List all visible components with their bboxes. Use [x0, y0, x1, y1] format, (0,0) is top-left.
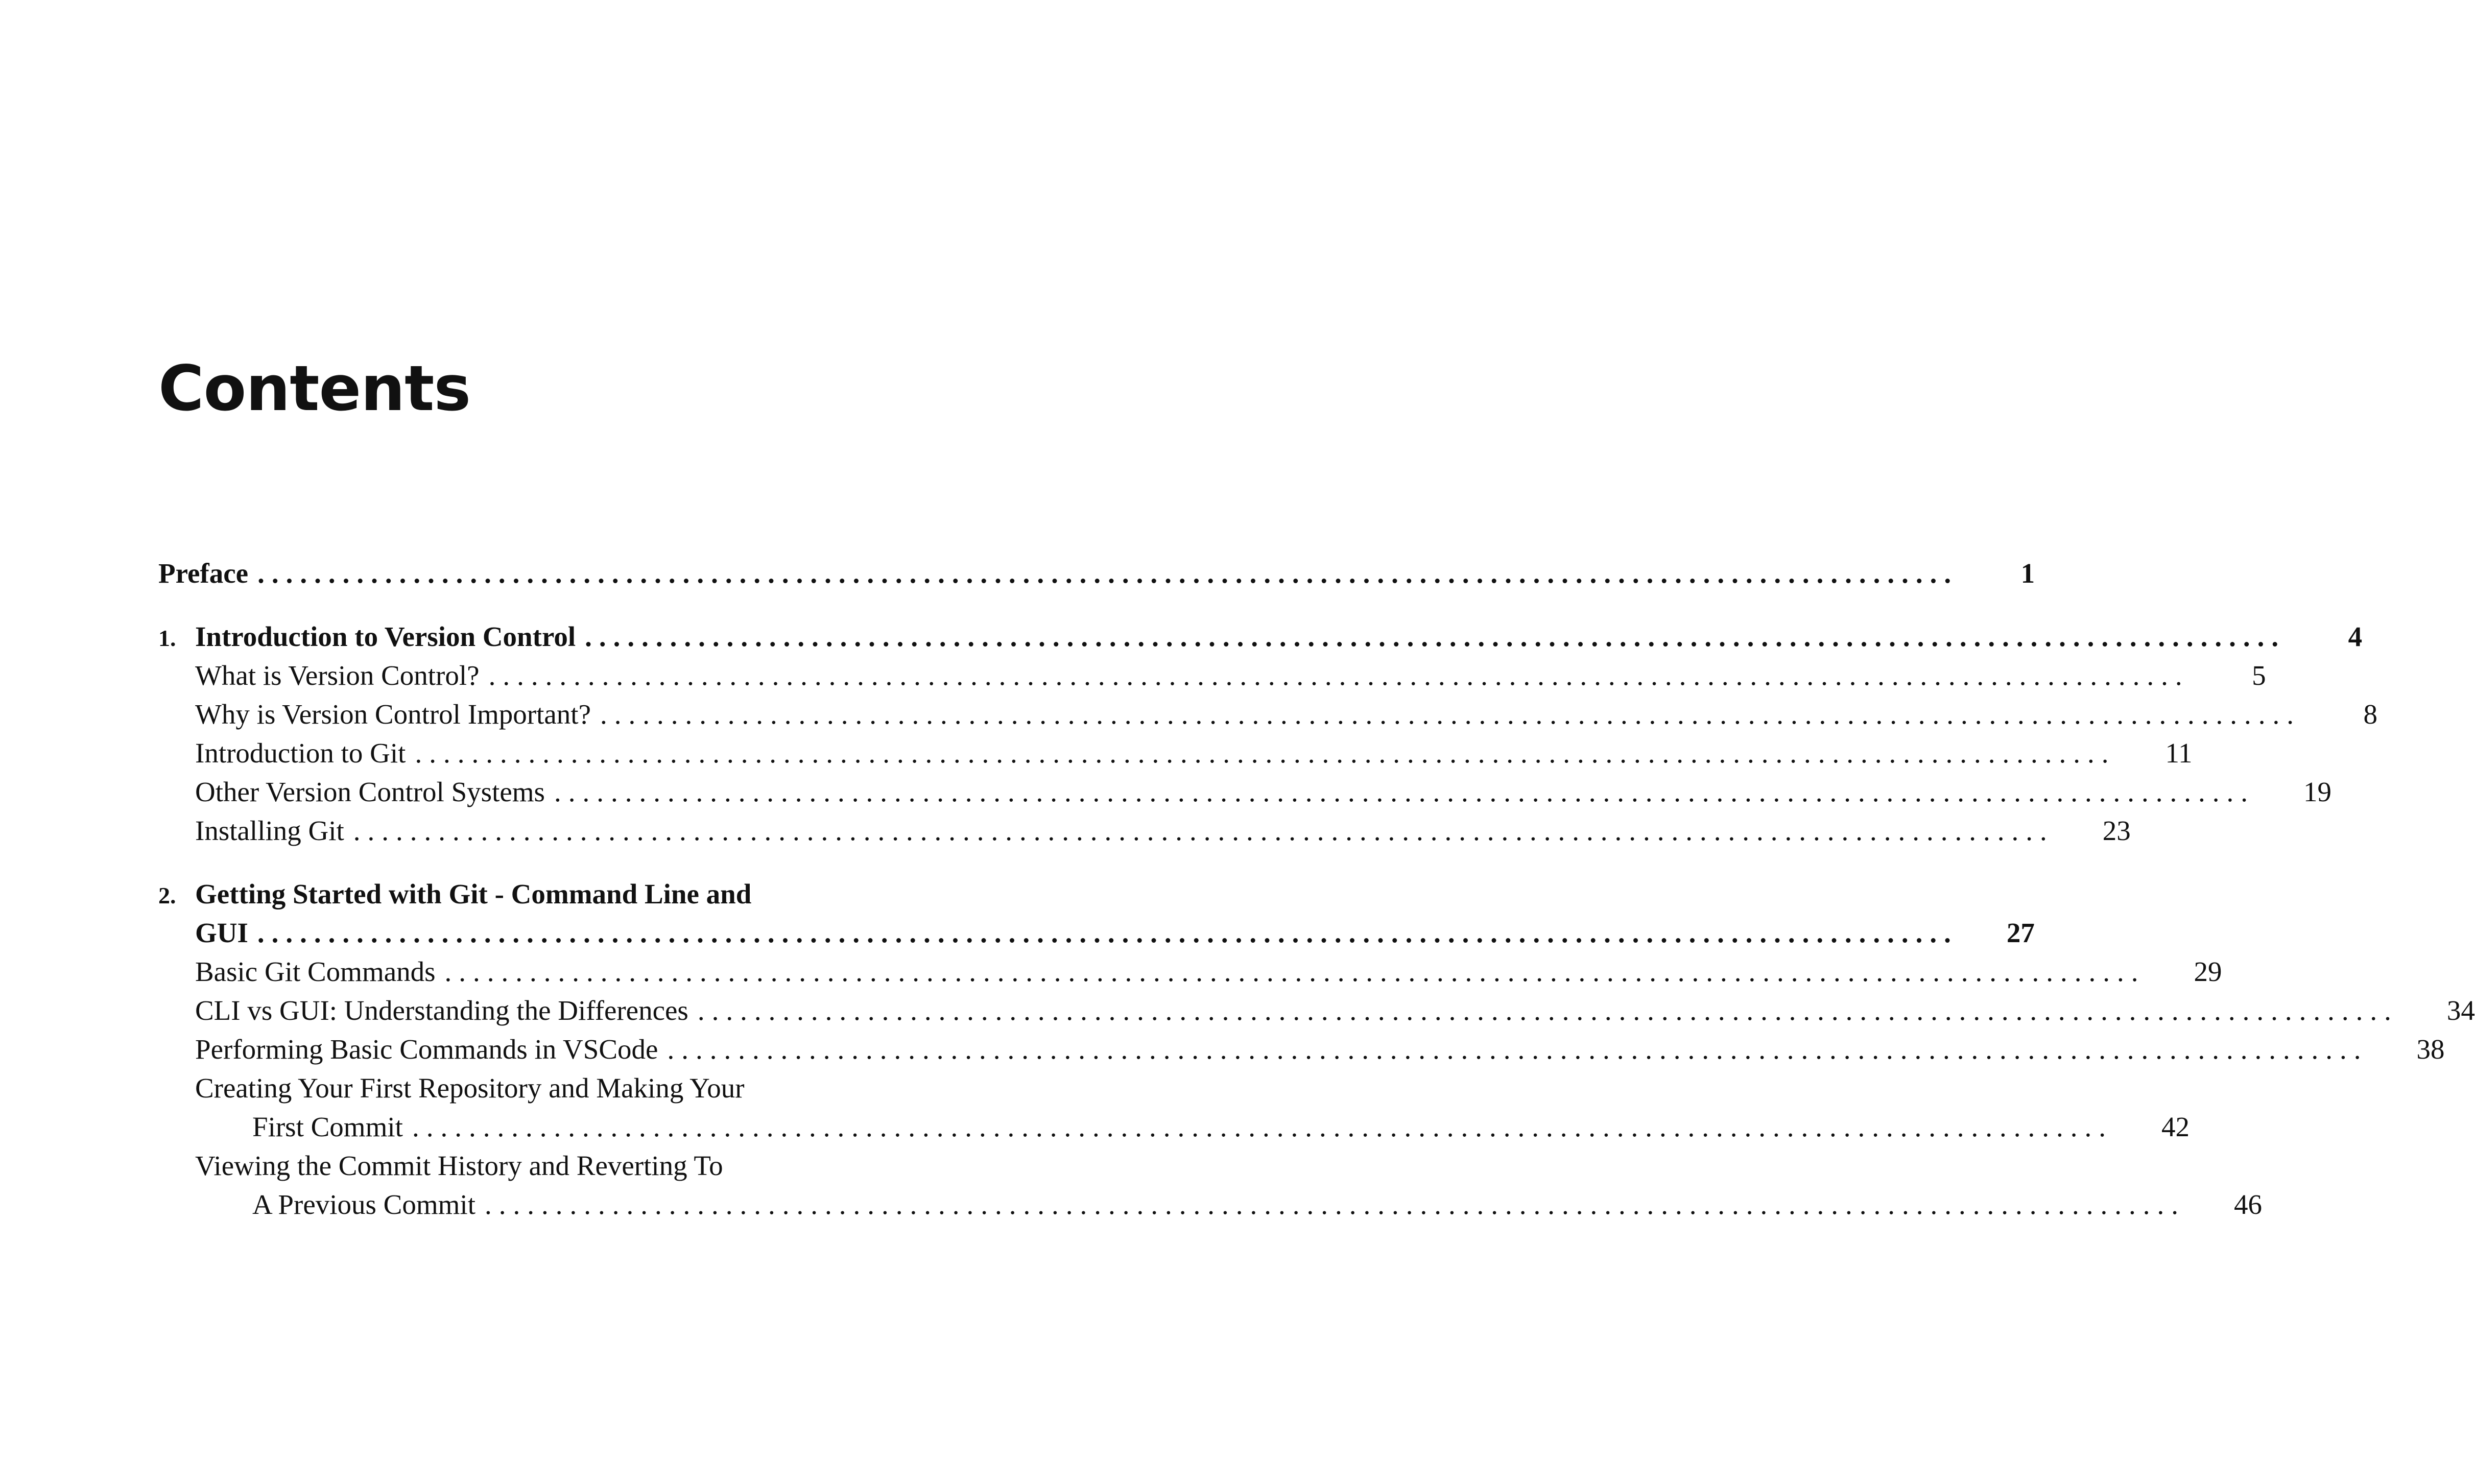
toc-page-number: 11 [2165, 737, 2193, 769]
chapter-title: Introduction to Version Control [195, 621, 576, 652]
toc-entry-section[interactable] [158, 1030, 2445, 1069]
toc-page-number: 34 [2446, 995, 2475, 1026]
toc-page-number: 1 [2020, 558, 2035, 589]
dot-leader: ........................................................................................................................ [257, 558, 1959, 589]
toc-entry-label: Performing Basic Commands in VSCode [195, 1030, 667, 1069]
dot-leader: ........................................................................................................................ [444, 956, 2146, 987]
toc-page-number: 8 [2363, 699, 2377, 730]
toc-entry-section[interactable] [158, 952, 2222, 991]
dot-leader: ........................................................................................................................ [585, 621, 2286, 652]
toc-entry-label: Basic Git Commands [195, 952, 445, 991]
dot-leader: ........................................................................................................................ [488, 660, 2190, 691]
toc-page-number: 29 [2194, 956, 2222, 987]
toc-entry-section[interactable] [158, 811, 2131, 850]
toc-page-number: 23 [2102, 815, 2131, 846]
chapter-number: 1. [158, 625, 176, 651]
toc-page-number: 38 [2416, 1034, 2445, 1065]
dot-leader: ........................................................................................................................ [600, 699, 2301, 730]
toc-entry-label: Creating Your First Repository and Making Your [195, 1069, 754, 1108]
toc-entry-label: Viewing the Commit History and Reverting To [195, 1146, 732, 1185]
page-title: Contents [158, 352, 471, 425]
toc-entry-label: Other Version Control Systems [195, 773, 554, 811]
toc-page-number: 5 [2252, 660, 2266, 691]
toc-entry-label: First Commit [252, 1108, 412, 1146]
chapter-title: Getting Started with Git - Command Line and [195, 878, 752, 909]
toc-page-number: 27 [2006, 917, 2035, 948]
toc-entry-chapter-2-continued[interactable] [158, 914, 2035, 952]
toc-entry-label: What is Version Control? [195, 656, 489, 695]
toc-entry-label [158, 875, 760, 915]
dot-leader: ........................................................................................................................ [667, 1034, 2368, 1065]
toc-page-number: 42 [2161, 1111, 2190, 1142]
dot-leader: ........................................................................................................................ [485, 1189, 2185, 1220]
toc-entry-chapter-1[interactable] [158, 617, 2363, 656]
toc-entry-section[interactable] [158, 695, 2377, 734]
dot-leader: ........................................................................................................................ [353, 815, 2054, 846]
toc-page-number: 46 [2234, 1189, 2262, 1220]
dot-leader: ........................................................................................................................ [257, 917, 1958, 948]
toc-entry-label: Preface [158, 554, 257, 593]
toc-entry-preface[interactable] [158, 554, 2035, 593]
toc-page-number: 4 [2348, 621, 2363, 652]
toc-entry-section[interactable] [158, 1069, 894, 1108]
toc-entry-section-continued[interactable] [158, 1185, 2262, 1224]
toc-entry-label: A Previous Commit [252, 1185, 485, 1224]
dot-leader: ........................................................................................................................ [412, 1111, 2113, 1142]
toc-entry-label [158, 617, 585, 658]
toc-entry-section[interactable] [158, 734, 2193, 773]
dot-leader: ........................................................................................................................ [554, 776, 2255, 807]
toc-spacer [158, 850, 894, 875]
toc-entry-label: Introduction to Git [195, 734, 415, 773]
table-of-contents [158, 554, 2475, 1224]
toc-entry-label: CLI vs GUI: Understanding the Differences [195, 991, 698, 1030]
toc-entry-section[interactable] [158, 656, 2266, 695]
dot-leader: ........................................................................................................................ [415, 737, 2116, 769]
toc-entry-label: Why is Version Control Important? [195, 695, 600, 734]
toc-page-number: 19 [2303, 776, 2331, 807]
toc-entry-section[interactable] [158, 991, 2475, 1030]
toc-entry-label: Installing Git [195, 811, 353, 850]
chapter-number: 2. [158, 882, 176, 908]
toc-entry-chapter-2[interactable] [158, 875, 894, 914]
toc-entry-section[interactable] [158, 773, 2331, 811]
dot-leader: ........................................................................................................................ [697, 995, 2398, 1026]
toc-spacer [158, 593, 894, 617]
toc-entry-label: GUI [195, 914, 257, 952]
toc-entry-section[interactable] [158, 1146, 894, 1185]
toc-entry-section-continued[interactable] [158, 1108, 2190, 1146]
